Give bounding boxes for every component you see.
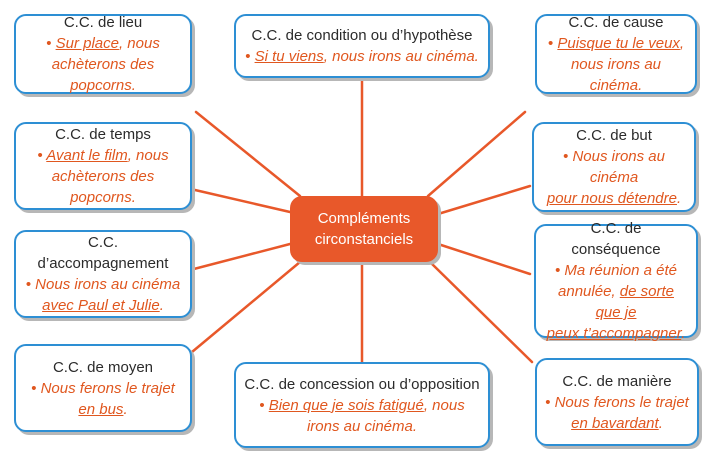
central-line-1: Compléments xyxy=(317,210,411,227)
example-line-3 xyxy=(544,323,688,344)
example-line-2: achèterons des popcorns. xyxy=(51,56,155,94)
example-text: , xyxy=(679,35,685,52)
box-title: C.C. de moyen xyxy=(52,358,154,376)
example-line-1 xyxy=(544,260,688,281)
box-title: C.C. d’accompagnement xyxy=(37,234,169,272)
example-line-1 xyxy=(545,392,689,413)
bullet: • xyxy=(31,379,37,397)
box-title: C.C. de lieu xyxy=(63,14,143,31)
box-title: C.C. de conséquence xyxy=(571,220,661,258)
underlined-complement: de sorte que je xyxy=(595,283,674,321)
box-cc-lieu xyxy=(14,14,192,94)
box-title: C.C. de concession ou d’opposition xyxy=(244,375,480,393)
example-line-1 xyxy=(24,378,182,399)
example-text: , nous xyxy=(423,396,465,414)
underlined-complement: Avant le film xyxy=(46,147,128,164)
example-line-1 xyxy=(545,33,687,54)
box-cc-maniere xyxy=(535,358,699,446)
example-text: . xyxy=(658,414,663,432)
example-text: Ma réunion a été xyxy=(564,262,677,279)
example-line-1 xyxy=(24,145,182,166)
connector-cause xyxy=(428,112,525,196)
bullet: • xyxy=(547,35,554,52)
example-line-2: irons au cinéma. xyxy=(306,417,418,435)
connector-lieu xyxy=(196,112,300,196)
box-cc-temps xyxy=(14,122,192,210)
bullet: • xyxy=(259,396,265,414)
box-title: C.C. de temps xyxy=(55,126,151,143)
example-line-2 xyxy=(545,413,689,434)
example-line-1 xyxy=(244,46,480,67)
example-line-2: achèterons des popcorns. xyxy=(51,168,155,206)
bullet: • xyxy=(46,35,52,52)
example-text: Nous ferons le trajet xyxy=(554,393,689,411)
example-text: Nous irons au cinéma xyxy=(572,148,665,186)
example-text: annulée, xyxy=(558,283,620,300)
connector-accompagnement xyxy=(190,244,290,270)
bullet: • xyxy=(554,262,561,279)
example-line-1 xyxy=(542,146,686,188)
example-line-2 xyxy=(24,295,182,316)
underlined-complement: Si tu viens xyxy=(254,48,324,65)
example-text: , nous xyxy=(118,35,160,52)
central-concept xyxy=(290,196,438,262)
underlined-complement: avec Paul et Julie xyxy=(42,297,160,314)
example-text: Nous irons au cinéma xyxy=(35,276,181,293)
connector-consequence xyxy=(438,244,530,274)
box-title: C.C. de cause xyxy=(568,14,664,31)
example-line-2: nous irons au cinéma. xyxy=(570,56,662,94)
underlined-complement: Bien que je sois fatigué xyxy=(268,396,424,414)
example-line-2 xyxy=(542,188,686,209)
box-cc-condition xyxy=(234,14,490,78)
underlined-complement: en bavardant xyxy=(571,414,659,432)
bullet: • xyxy=(245,48,251,65)
box-title: C.C. de but xyxy=(576,127,652,144)
connector-but xyxy=(438,186,530,214)
bullet: • xyxy=(545,393,551,411)
connector-moyen xyxy=(192,262,300,352)
example-text: Nous ferons le trajet xyxy=(40,379,175,397)
underlined-complement: peux t’accompagner xyxy=(546,325,682,342)
example-text: . xyxy=(681,325,686,342)
example-line-2 xyxy=(544,281,688,323)
box-title: C.C. de condition ou d’hypothèse xyxy=(251,27,473,44)
bullet: • xyxy=(563,148,569,165)
underlined-complement: en bus xyxy=(78,400,124,418)
example-line-2 xyxy=(24,399,182,420)
central-line-2: circonstanciels xyxy=(314,231,414,248)
example-text: , nous irons au cinéma. xyxy=(323,48,479,65)
example-text: . xyxy=(159,297,164,314)
connector-temps xyxy=(195,190,290,212)
underlined-complement: Puisque tu le veux xyxy=(557,35,680,52)
example-line-1 xyxy=(24,33,182,54)
box-title: C.C. de manière xyxy=(562,372,672,390)
example-line-1 xyxy=(244,395,480,416)
connector-maniere xyxy=(430,262,532,362)
box-cc-accompagnement xyxy=(14,230,192,318)
box-cc-consequence xyxy=(534,220,698,342)
example-line-1 xyxy=(24,274,182,295)
example-text: , nous xyxy=(127,147,169,164)
bullet: • xyxy=(37,147,43,164)
box-cc-concession xyxy=(234,362,490,448)
underlined-complement: Sur place xyxy=(55,35,119,52)
box-cc-moyen xyxy=(14,344,192,432)
box-cc-cause xyxy=(535,14,697,94)
box-cc-but xyxy=(532,122,696,212)
example-text: . xyxy=(123,400,128,418)
example-text: . xyxy=(676,190,682,207)
bullet: • xyxy=(25,276,31,293)
underlined-complement: pour nous détendre xyxy=(546,190,677,207)
